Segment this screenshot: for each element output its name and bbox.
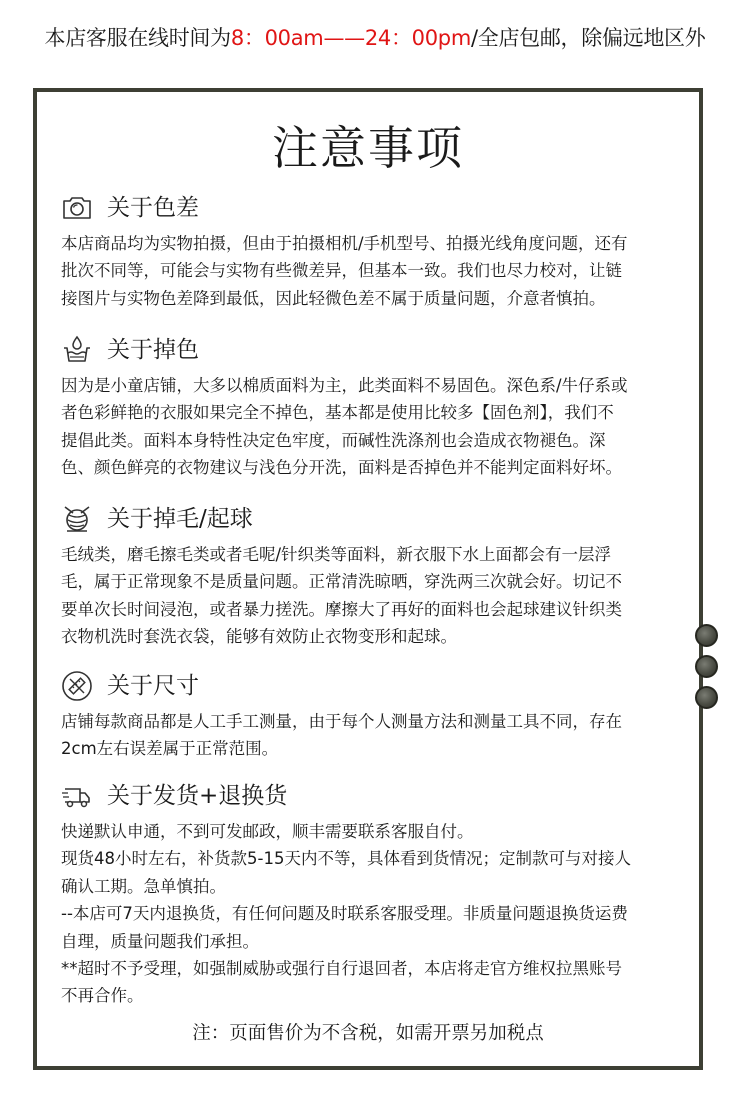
- store-notice-banner: [0, 22, 750, 54]
- body-line: 衣物机洗时套洗衣袋，能够有效防止衣物变形和起球。: [61, 627, 457, 647]
- section-body: [61, 541, 693, 651]
- section-color-difference: [61, 190, 693, 312]
- section-body: [61, 708, 693, 763]
- camera-icon: [61, 192, 93, 224]
- body-line: 者色彩鲜艳的衣服如果完全不掉色，基本都是使用比较多【固色剂】，我们不: [61, 403, 614, 423]
- page-title: 注意事项: [272, 121, 464, 175]
- body-line: 现货48小时左右，补货款5-15天内不等，具体看到货情况；定制款可与对接人: [61, 849, 631, 869]
- section-pilling: [61, 501, 693, 651]
- section-header: [61, 668, 693, 704]
- body-line: 2cm左右误差属于正常范围。: [61, 739, 279, 759]
- section-title: 关于色差: [107, 195, 199, 221]
- section-body: [61, 230, 693, 312]
- body-line: 毛绒类，磨毛擦毛类或者毛呢/针织类等面料，新衣服下水上面都会有一层浮: [61, 545, 612, 564]
- body-line: 确认工期。急单慎拍。: [61, 876, 226, 896]
- body-line: **超时不予受理，如强制威胁或强行自行退回者，本店将走官方维权拉黑账号: [61, 959, 622, 979]
- section-color-fading: [61, 332, 693, 482]
- binder-ring: [695, 655, 718, 678]
- body-line: 本店商品均为实物拍摄，但由于拍摄相机/手机型号、拍摄光线角度问题，还有: [61, 234, 628, 253]
- ruler-icon: [61, 670, 93, 702]
- body-line: 提倡此类。面料本身特性决定色牢度，而碱性洗涤剂也会造成衣物褪色。深: [61, 430, 606, 450]
- section-shipping-returns: [61, 778, 693, 1010]
- notice-card: [33, 88, 703, 1070]
- tax-footnote: 注：页面售价为不含税，如需开票另加税点: [192, 1023, 544, 1044]
- body-line: 不再合作。: [61, 986, 144, 1006]
- notice-suffix: /全店包邮，除偏远地区外: [470, 26, 706, 50]
- wash-basin-icon: [61, 334, 93, 366]
- section-header: [61, 332, 693, 368]
- section-title: 关于尺寸: [107, 673, 199, 699]
- section-title: 关于发货+退换货: [107, 783, 288, 809]
- body-line: 毛，属于正常现象不是质量问题。正常清洗晾晒，穿洗两三次就会好。切记不: [61, 572, 622, 592]
- section-header: [61, 778, 693, 814]
- body-line: 色、颜色鲜亮的衣物建议与浅色分开洗，面料是否掉色并不能判定面料好坏。: [61, 458, 622, 478]
- service-hours: 8：00am——24：00pm: [230, 26, 471, 50]
- delivery-truck-icon: [61, 780, 93, 812]
- section-title: 关于掉色: [107, 337, 199, 363]
- section-body: [61, 818, 693, 1010]
- body-line: 快递默认申通，不到可发邮政，顺丰需要联系客服自付。: [61, 822, 474, 841]
- body-line: 店铺每款商品都是人工手工测量，由于每个人测量方法和测量工具不同，存在: [61, 712, 622, 731]
- notice-prefix: 本店客服在线时间为: [44, 26, 231, 50]
- body-line: 要单次长时间浸泡，或者暴力搓洗。摩擦大了再好的面料也会起球建议针织类: [61, 599, 622, 619]
- binder-ring: [695, 624, 718, 647]
- binder-ring: [695, 686, 718, 709]
- section-header: [61, 501, 693, 537]
- body-line: --本店可7天内退换货，有任何问题及时联系客服受理。非质量问题退换货运费: [61, 904, 628, 924]
- body-line: 接图片与实物色差降到最低，因此轻微色差不属于质量问题，介意者慎拍。: [61, 288, 606, 308]
- section-title: 关于掉毛/起球: [107, 506, 253, 532]
- body-line: 自理，质量问题我们承担。: [61, 931, 259, 951]
- body-line: 批次不同等，可能会与实物有些微差异，但基本一致。我们也尽力校对，让链: [61, 261, 622, 281]
- section-body: [61, 372, 693, 482]
- yarn-ball-icon: [61, 503, 93, 535]
- section-header: [61, 190, 693, 226]
- section-size: [61, 668, 693, 763]
- body-line: 因为是小童店铺，大多以棉质面料为主，此类面料不易固色。深色系/牛仔系或: [61, 376, 628, 395]
